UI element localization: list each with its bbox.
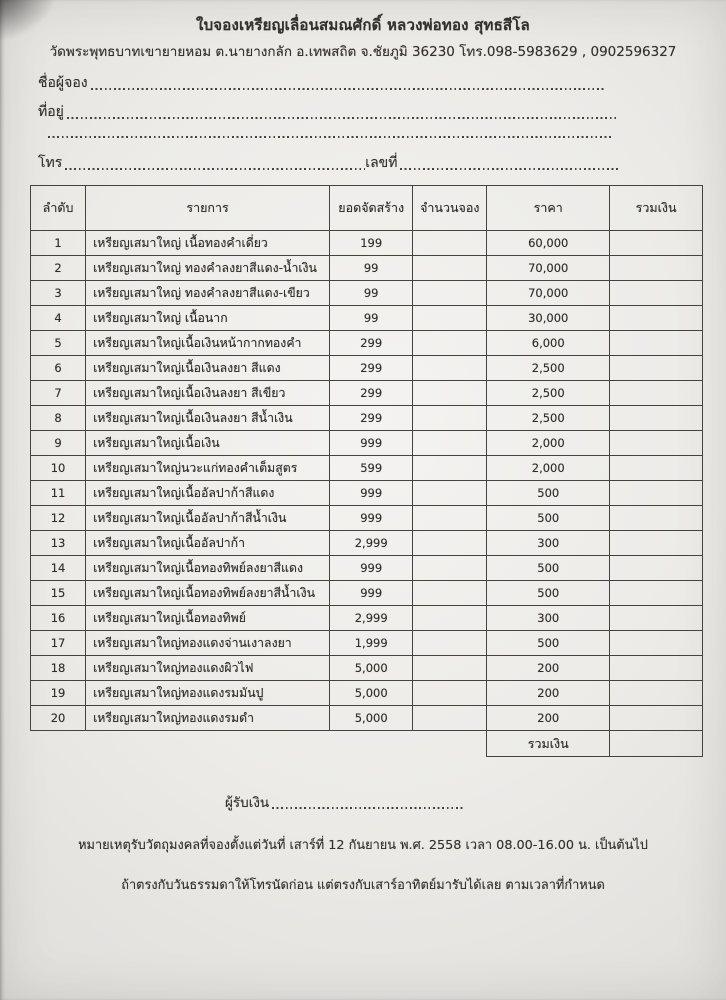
price-value: 300 [487, 531, 610, 556]
item-name: เหรียญเสมาใหญ่เนื้อทองทิพย์ลงยาสีน้ำเงิน [86, 581, 330, 606]
order-qty-cell[interactable] [413, 631, 487, 656]
table-row [31, 406, 703, 431]
item-name: เหรียญเสมาใหญ่เนื้อเงินลงยา สีน้ำเงิน [86, 406, 330, 431]
table-row [31, 706, 703, 731]
made-quantity: 299 [330, 331, 413, 356]
price-value: 300 [487, 606, 610, 631]
row-index: 11 [31, 481, 86, 506]
row-total-cell[interactable] [610, 331, 703, 356]
made-quantity: 199 [330, 231, 413, 256]
money-receiver-blank-line[interactable] [272, 807, 463, 809]
made-quantity: 2,999 [330, 531, 413, 556]
table-row [31, 381, 703, 406]
row-index: 7 [31, 381, 86, 406]
row-total-cell[interactable] [610, 306, 703, 331]
price-value: 200 [487, 656, 610, 681]
made-quantity: 999 [330, 556, 413, 581]
row-total-cell[interactable] [610, 631, 703, 656]
address-label: ที่อยู่ [38, 104, 64, 120]
page-title: ใบจองเหรียญเลื่อนสมณศักดิ์ หลวงพ่อทอง สุทธสีโล [196, 16, 530, 34]
order-qty-cell[interactable] [413, 331, 487, 356]
order-qty-cell[interactable] [413, 606, 487, 631]
row-total-cell[interactable] [610, 456, 703, 481]
order-qty-cell[interactable] [413, 381, 487, 406]
form-number-label: เลขที่ [365, 155, 398, 171]
row-total-cell[interactable] [610, 431, 703, 456]
row-index: 1 [31, 231, 86, 256]
price-value: 500 [487, 481, 610, 506]
order-qty-cell[interactable] [413, 256, 487, 281]
order-qty-cell[interactable] [413, 231, 487, 256]
table-row [31, 456, 703, 481]
item-name: เหรียญเสมาใหญ่เนื้อเงิน [86, 431, 330, 456]
table-row [31, 356, 703, 381]
order-qty-cell[interactable] [413, 356, 487, 381]
item-name: เหรียญเสมาใหญ่ ทองคำลงยาสีแดง-น้ำเงิน [86, 256, 330, 281]
made-quantity: 999 [330, 431, 413, 456]
column-header-index: ลำดับ [31, 186, 86, 231]
row-total-cell[interactable] [610, 231, 703, 256]
total-row-spacer [31, 731, 487, 757]
price-value: 2,000 [487, 431, 610, 456]
order-table-body [31, 231, 703, 731]
made-quantity: 999 [330, 581, 413, 606]
table-row [31, 431, 703, 456]
grand-total-label: รวมเงิน [487, 731, 610, 757]
item-name: เหรียญเสมาใหญ่เนื้อทองทิพย์ [86, 606, 330, 631]
made-quantity: 5,000 [330, 681, 413, 706]
item-name: เหรียญเสมาใหญ่ เนื้อทองคำเดี่ยว [86, 231, 330, 256]
row-index: 8 [31, 406, 86, 431]
column-header-made-qty: ยอดจัดสร้าง [330, 186, 413, 231]
row-index: 6 [31, 356, 86, 381]
order-qty-cell[interactable] [413, 706, 487, 731]
order-table-footer [31, 731, 703, 757]
row-total-cell[interactable] [610, 581, 703, 606]
price-value: 70,000 [487, 256, 610, 281]
address-blank-line[interactable] [67, 117, 618, 119]
item-name: เหรียญเสมาใหญ่เนื้ออัลปาก้าสีน้ำเงิน [86, 506, 330, 531]
price-value: 200 [487, 706, 610, 731]
order-qty-cell[interactable] [413, 431, 487, 456]
row-index: 12 [31, 506, 86, 531]
table-row [31, 331, 703, 356]
price-value: 70,000 [487, 281, 610, 306]
address-field-line2[interactable] [45, 128, 613, 142]
price-value: 2,500 [487, 381, 610, 406]
order-qty-cell[interactable] [413, 406, 487, 431]
table-row [31, 606, 703, 631]
price-value: 500 [487, 631, 610, 656]
row-total-cell[interactable] [610, 381, 703, 406]
price-value: 60,000 [487, 231, 610, 256]
order-qty-cell[interactable] [413, 556, 487, 581]
column-header-item: รายการ [86, 186, 330, 231]
row-index: 19 [31, 681, 86, 706]
row-total-cell[interactable] [610, 556, 703, 581]
order-qty-cell[interactable] [413, 656, 487, 681]
row-index: 20 [31, 706, 86, 731]
item-name: เหรียญเสมาใหญ่เนื้อเงินหน้ากากทองคำ [86, 331, 330, 356]
price-value: 2,500 [487, 406, 610, 431]
price-value: 500 [487, 581, 610, 606]
weekday-note: ถ้าตรงกับวันธรรมดาให้โทรนัดก่อน แต่ตรงกับเสาร์อาทิตย์มารับได้เลย ตามเวลาที่กำหนด [121, 878, 605, 893]
row-index: 10 [31, 456, 86, 481]
pickup-note: หมายเหตุรับวัตถุมงคลที่จองตั้งแต่วันที่ เสาร์ที่ 12 กันยายน พ.ศ. 2558 เวลา 08.00-16.00 น. เป็นต้นไป [78, 838, 648, 853]
item-name: เหรียญเสมาใหญ่ทองแดงผิวไฟ [86, 656, 330, 681]
table-row [31, 306, 703, 331]
made-quantity: 99 [330, 281, 413, 306]
money-receiver-label: ผู้รับเงิน [225, 795, 270, 811]
row-index: 14 [31, 556, 86, 581]
item-name: เหรียญเสมาใหญ่เนื้อทองทิพย์ลงยาสีแดง [86, 556, 330, 581]
row-total-cell[interactable] [610, 281, 703, 306]
phone-blank-line[interactable] [65, 168, 365, 170]
item-name: เหรียญเสมาใหญ่เนื้อเงินลงยา สีเขียว [86, 381, 330, 406]
row-total-cell[interactable] [610, 506, 703, 531]
order-qty-cell[interactable] [413, 281, 487, 306]
made-quantity: 5,000 [330, 706, 413, 731]
item-name: เหรียญเสมาใหญ่ทองแดงรมดำ [86, 706, 330, 731]
row-total-cell[interactable] [610, 531, 703, 556]
row-total-cell[interactable] [610, 606, 703, 631]
table-row [31, 231, 703, 256]
row-index: 17 [31, 631, 86, 656]
price-value: 500 [487, 556, 610, 581]
temple-address: วัดพระพุทธบาทเขายายหอม ต.นายางกลัก อ.เทพสถิต จ.ชัยภูมิ 36230 โทร.098-5983629 , 0902596327 [49, 44, 677, 60]
address-blank-line-2[interactable] [48, 136, 613, 138]
table-row [31, 631, 703, 656]
made-quantity: 99 [330, 306, 413, 331]
order-table-header [31, 186, 703, 231]
order-table [30, 185, 703, 757]
row-index: 9 [31, 431, 86, 456]
grand-total-cell[interactable] [610, 731, 703, 757]
row-total-cell[interactable] [610, 706, 703, 731]
table-row [31, 681, 703, 706]
row-index: 16 [31, 606, 86, 631]
row-total-cell[interactable] [610, 406, 703, 431]
price-value: 2,000 [487, 456, 610, 481]
row-index: 18 [31, 656, 86, 681]
row-total-cell[interactable] [610, 656, 703, 681]
price-value: 200 [487, 681, 610, 706]
row-index: 2 [31, 256, 86, 281]
order-qty-cell[interactable] [413, 531, 487, 556]
table-row [31, 481, 703, 506]
row-total-cell[interactable] [610, 356, 703, 381]
order-qty-cell[interactable] [413, 481, 487, 506]
money-receiver-field[interactable] [225, 791, 463, 813]
item-name: เหรียญเสมาใหญ่ทองแดงจ่านเงาลงยา [86, 631, 330, 656]
row-index: 13 [31, 531, 86, 556]
table-row [31, 556, 703, 581]
row-total-cell[interactable] [610, 681, 703, 706]
item-name: เหรียญเสมาใหญ่เนื้ออัลปาก้า [86, 531, 330, 556]
row-total-cell[interactable] [610, 481, 703, 506]
row-index: 15 [31, 581, 86, 606]
price-value: 2,500 [487, 356, 610, 381]
order-qty-cell[interactable] [413, 681, 487, 706]
table-row [31, 256, 703, 281]
row-index: 5 [31, 331, 86, 356]
address-field[interactable] [38, 101, 618, 123]
table-row [31, 581, 703, 606]
made-quantity: 599 [330, 456, 413, 481]
price-value: 30,000 [487, 306, 610, 331]
table-row [31, 656, 703, 681]
row-index: 3 [31, 281, 86, 306]
table-row [31, 506, 703, 531]
phone-label: โทร [38, 155, 63, 171]
order-qty-cell[interactable] [413, 581, 487, 606]
item-name: เหรียญเสมาใหญ่นวะแก่ทองคำเต็มสูตร [86, 456, 330, 481]
column-header-price: ราคา [487, 186, 610, 231]
orderer-name-blank-line[interactable] [91, 88, 604, 90]
orderer-name-field[interactable] [38, 72, 604, 94]
row-index: 4 [31, 306, 86, 331]
orderer-name-label: ชื่อผู้จอง [38, 75, 88, 91]
order-qty-cell[interactable] [413, 506, 487, 531]
phone-number-field[interactable] [38, 152, 618, 174]
item-name: เหรียญเสมาใหญ่ เนื้อนาก [86, 306, 330, 331]
item-name: เหรียญเสมาใหญ่เนื้อเงินลงยา สีแดง [86, 356, 330, 381]
order-qty-cell[interactable] [413, 456, 487, 481]
table-row [31, 531, 703, 556]
order-qty-cell[interactable] [413, 306, 487, 331]
price-value: 6,000 [487, 331, 610, 356]
made-quantity: 99 [330, 256, 413, 281]
item-name: เหรียญเสมาใหญ่ทองแดงรมมันปู [86, 681, 330, 706]
made-quantity: 999 [330, 506, 413, 531]
made-quantity: 299 [330, 381, 413, 406]
made-quantity: 2,999 [330, 606, 413, 631]
item-name: เหรียญเสมาใหญ่เนื้ออัลปาก้าสีแดง [86, 481, 330, 506]
made-quantity: 1,999 [330, 631, 413, 656]
made-quantity: 999 [330, 481, 413, 506]
made-quantity: 299 [330, 356, 413, 381]
price-value: 500 [487, 506, 610, 531]
made-quantity: 5,000 [330, 656, 413, 681]
form-number-blank-line[interactable] [400, 168, 618, 170]
item-name: เหรียญเสมาใหญ่ ทองคำลงยาสีแดง-เขียว [86, 281, 330, 306]
made-quantity: 299 [330, 406, 413, 431]
table-row [31, 281, 703, 306]
column-header-total: รวมเงิน [610, 186, 703, 231]
column-header-order-qty: จำนวนจอง [413, 186, 487, 231]
row-total-cell[interactable] [610, 256, 703, 281]
